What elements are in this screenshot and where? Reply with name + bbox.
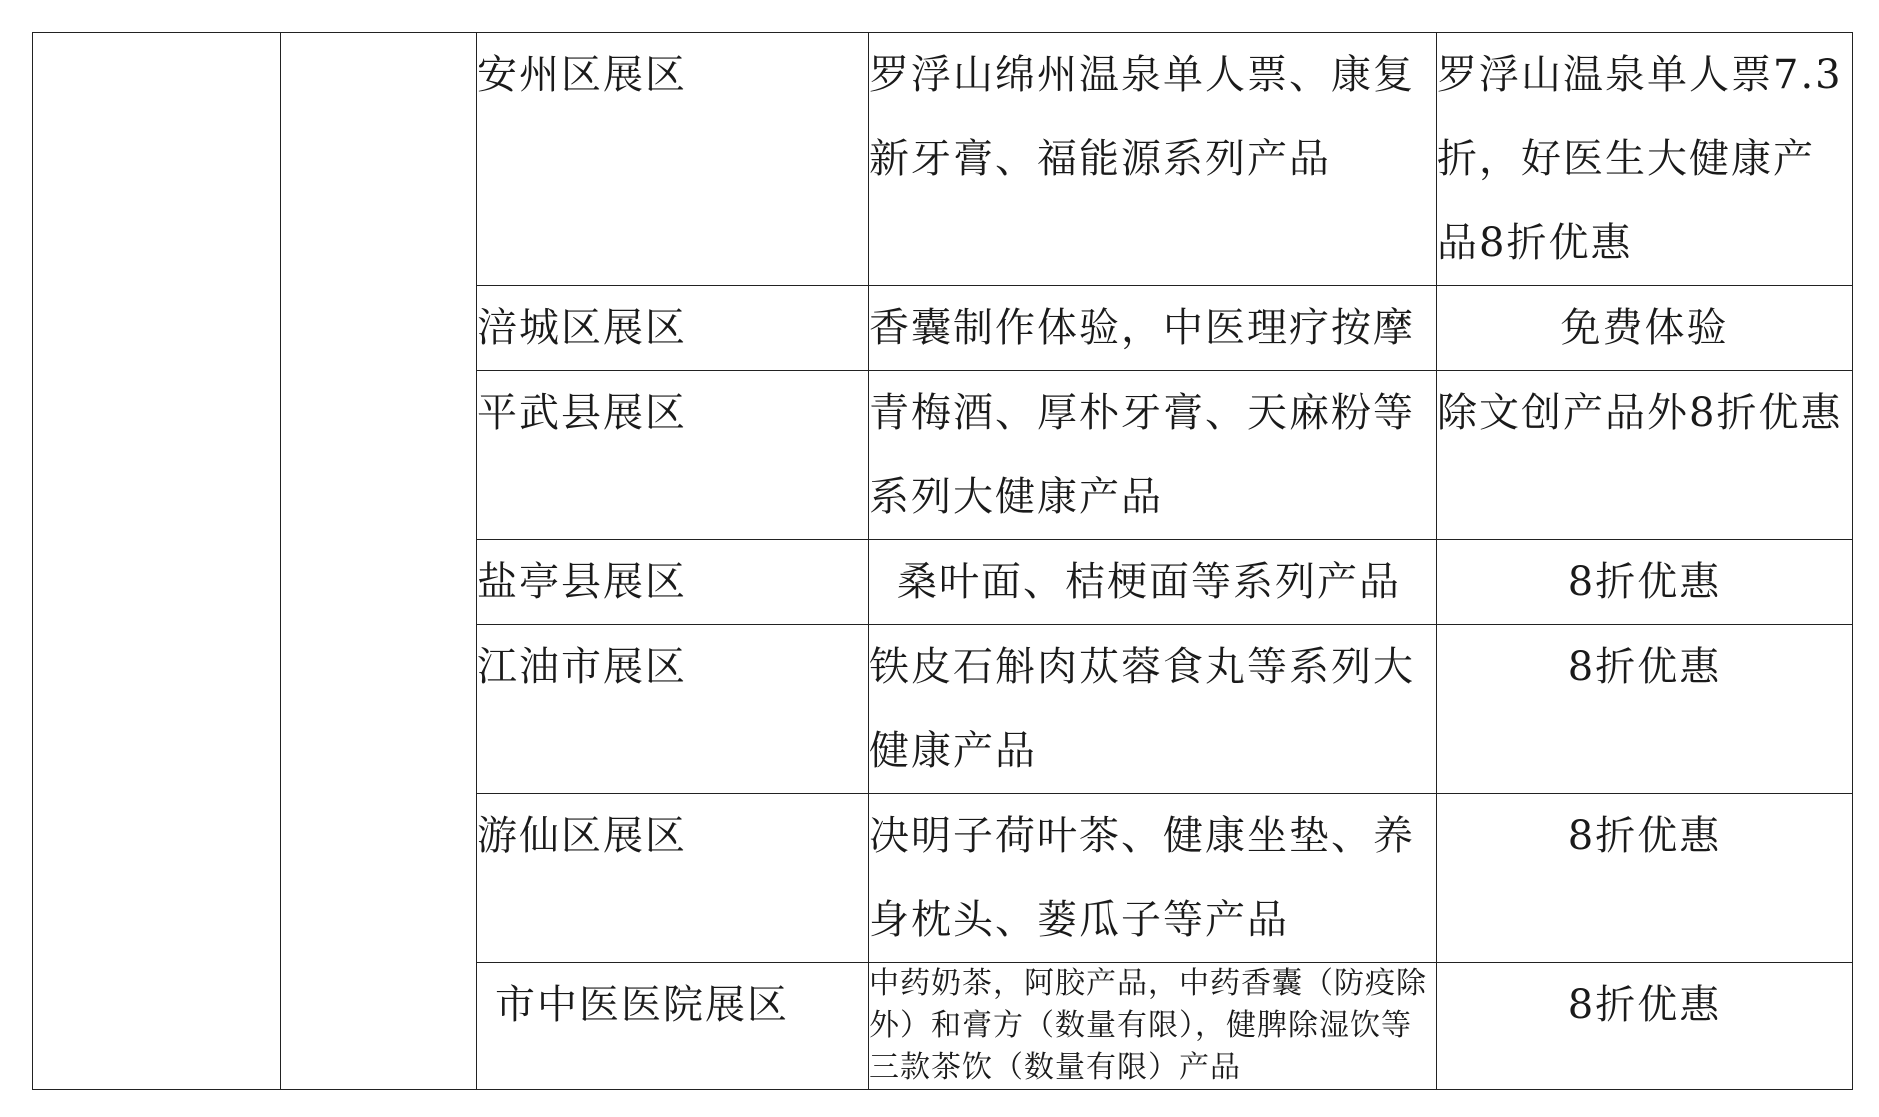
items-cell: 香囊制作体验，中医理疗按摩: [869, 286, 1437, 371]
offer-cell: 8折优惠: [1437, 963, 1853, 1090]
items-cell: 铁皮石斛肉苁蓉食丸等系列大健康产品: [869, 625, 1437, 794]
offer-cell: 8折优惠: [1437, 794, 1853, 963]
venue-cell: 涪城区展区: [477, 286, 869, 371]
venue-cell: 游仙区展区: [477, 794, 869, 963]
offer-cell: 除文创产品外8折优惠: [1437, 371, 1853, 540]
venue-cell: 市中医医院展区: [477, 963, 869, 1090]
venue-cell: 江油市展区: [477, 625, 869, 794]
items-cell: 青梅酒、厚朴牙膏、天麻粉等系列大健康产品: [869, 371, 1437, 540]
offer-cell: 8折优惠: [1437, 625, 1853, 794]
exhibition-table: [32, 32, 1853, 1090]
merged-cell-2: [281, 33, 477, 1090]
table-row: [33, 33, 1853, 286]
offer-cell: 免费体验: [1437, 286, 1853, 371]
items-cell: 中药奶茶，阿胶产品，中药香囊（防疫除外）和膏方（数量有限），健脾除湿饮等三款茶饮（数量有限）产品: [869, 963, 1437, 1090]
items-cell: 罗浮山绵州温泉单人票、康复新牙膏、福能源系列产品: [869, 33, 1437, 286]
venue-cell: 平武县展区: [477, 371, 869, 540]
venue-cell: 盐亭县展区: [477, 540, 869, 625]
venue-cell: 安州区展区: [477, 33, 869, 286]
offer-cell: 8折优惠: [1437, 540, 1853, 625]
items-cell: 决明子荷叶茶、健康坐垫、养身枕头、蒌瓜子等产品: [869, 794, 1437, 963]
merged-cell-1: [33, 33, 281, 1090]
offer-cell: 罗浮山温泉单人票7.3折，好医生大健康产品8折优惠: [1437, 33, 1853, 286]
items-cell: 桑叶面、桔梗面等系列产品: [869, 540, 1437, 625]
